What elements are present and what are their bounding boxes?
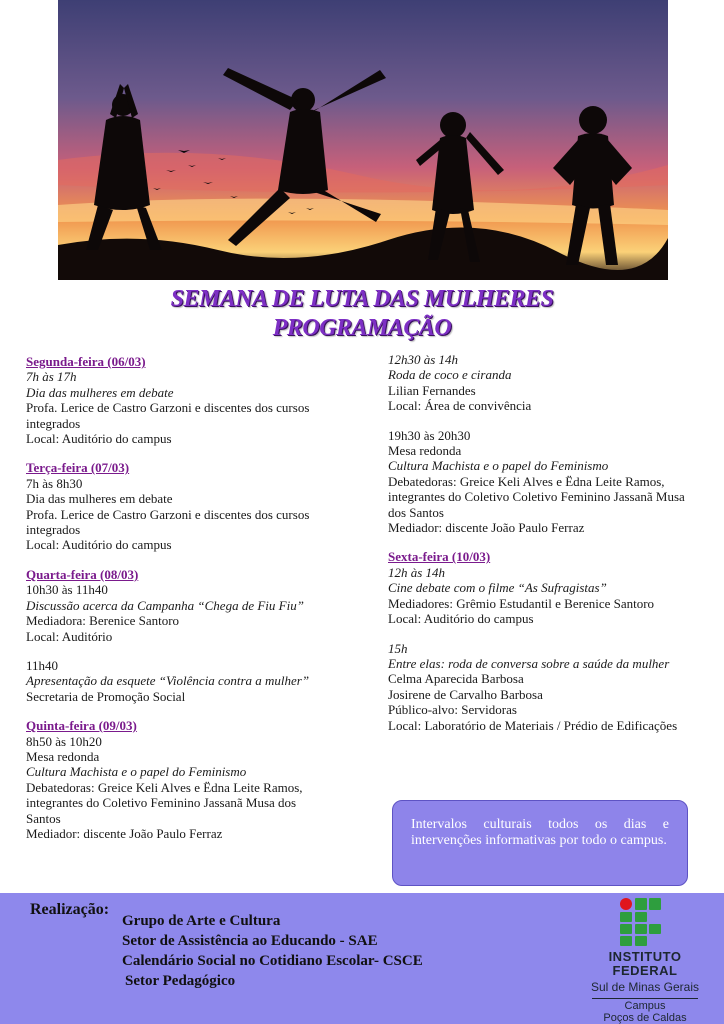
event-title: Dia das mulheres em debate [26,491,173,507]
instituto-federal-logo [580,897,710,1023]
organizers-list [122,911,423,991]
organizer-item: Setor de Assistência ao Educando - SAE [122,933,378,949]
page-title: SEMANA DE LUTA DAS MULHERES [170,286,554,312]
logo-text-region: Sul de Minas Gerais [590,980,700,994]
event-title: Entre elas: roda de conversa sobre a saúde da mulher [388,655,670,671]
footer-organizers [0,893,724,1024]
event-time: 11h40 [26,657,59,673]
event-mediator: Mediadores: Grêmio Estudantil e Berenice Santoro [388,595,655,611]
event-time: 12h30 às 14h [388,352,459,367]
logo-text-city: Poços de Caldas [603,1012,687,1024]
day-heading-friday: Sexta-feira (10/03) [388,549,491,565]
event-debaters: Debatedoras: Greice Keli Alves e Ëdna Leite Ramos, integrantes do Coletivo Coletivo Feminino Jassanã Musa dos Santos [388,473,685,520]
if-logo-icon [620,897,670,947]
event-location: Local: Laboratório de Materiais / Prédio de Edificações [388,717,678,733]
event-title: Discussão acerca da Campanha “Chega de Fiu Fiu” [26,597,304,613]
event-title: Apresentação da esquete “Violência contra a mulher” [26,673,310,689]
event-people: Profa. Lerice de Castro Garzoni e discentes dos cursos integrados [26,400,310,431]
logo-text-instituto: INSTITUTO [608,949,682,964]
event-people: Josirene de Carvalho Barbosa [388,686,543,702]
schedule-left-column [26,354,326,841]
event-title: Cultura Machista e o papel do Feminismo [26,764,247,780]
event-location: Local: Auditório do campus [26,431,172,447]
event-title: Roda de coco e ciranda [388,367,512,383]
event-title: Dia das mulheres em debate [26,384,174,400]
organizer-item: Setor Pedagógico [125,973,236,989]
page-subtitle: PROGRAMAÇÃO [272,315,452,341]
event-location: Local: Auditório do campus [388,611,534,627]
schedule-right-column [388,352,693,733]
event-organizer: Secretaria de Promoção Social [26,688,186,704]
event-time: 7h às 8h30 [26,475,83,491]
organizers-label: Realização: [30,901,110,918]
logo-text-federal: FEDERAL [612,963,678,978]
sunset-silhouettes-illustration [58,0,668,280]
event-time: 10h30 às 11h40 [26,582,108,598]
event-time: 8h50 às 10h20 [26,733,102,749]
event-time: 19h30 às 20h30 [388,427,471,443]
logo-divider [592,998,698,999]
event-people: Profa. Lerice de Castro Garzoni e discentes dos cursos integrados [26,506,310,538]
day-heading-wednesday: Quarta-feira (08/03) [26,566,139,582]
cultural-intervals-note: Intervalos culturais todos os dias e intervenções informativas por todo o campus. [392,800,688,886]
event-location: Local: Auditório do campus [26,537,172,553]
event-time: 12h às 14h [388,564,446,580]
event-type: Mesa redonda [26,748,100,764]
event-people: Lilian Fernandes [388,382,476,398]
hero-image [58,0,668,280]
day-heading-tuesday: Terça-feira (07/03) [26,460,130,476]
logo-text-campus: Campus [624,1000,666,1012]
event-mediator: Mediador: discente João Paulo Ferraz [388,520,585,536]
day-heading-thursday: Quinta-feira (09/03) [26,718,137,734]
event-title: Cultura Machista e o papel do Feminismo [388,458,609,474]
organizer-item: Grupo de Arte e Cultura [122,913,281,929]
event-type: Mesa redonda [388,443,462,459]
event-location: Local: Auditório [26,628,113,644]
organizer-item: Calendário Social no Cotidiano Escolar- CSCE [122,953,423,969]
day-heading-monday: Segunda-feira (06/03) [26,354,146,369]
event-mediator: Mediador: discente João Paulo Ferraz [26,825,223,841]
event-time: 15h [388,640,408,656]
event-debaters: Debatedoras: Greice Keli Alves e Ëdna Leite Ramos, integrantes do Coletivo Feminino Jassanã Musa dos Santos [26,779,303,826]
event-title: Cine debate com o filme “As Sufragistas” [388,580,607,596]
event-time: 7h às 17h [26,369,77,385]
event-location: Local: Área de convivência [388,398,532,414]
event-mediator: Mediadora: Berenice Santoro [26,613,180,629]
event-people: Celma Aparecida Barbosa [388,671,524,687]
event-audience: Público-alvo: Servidoras [388,702,517,718]
